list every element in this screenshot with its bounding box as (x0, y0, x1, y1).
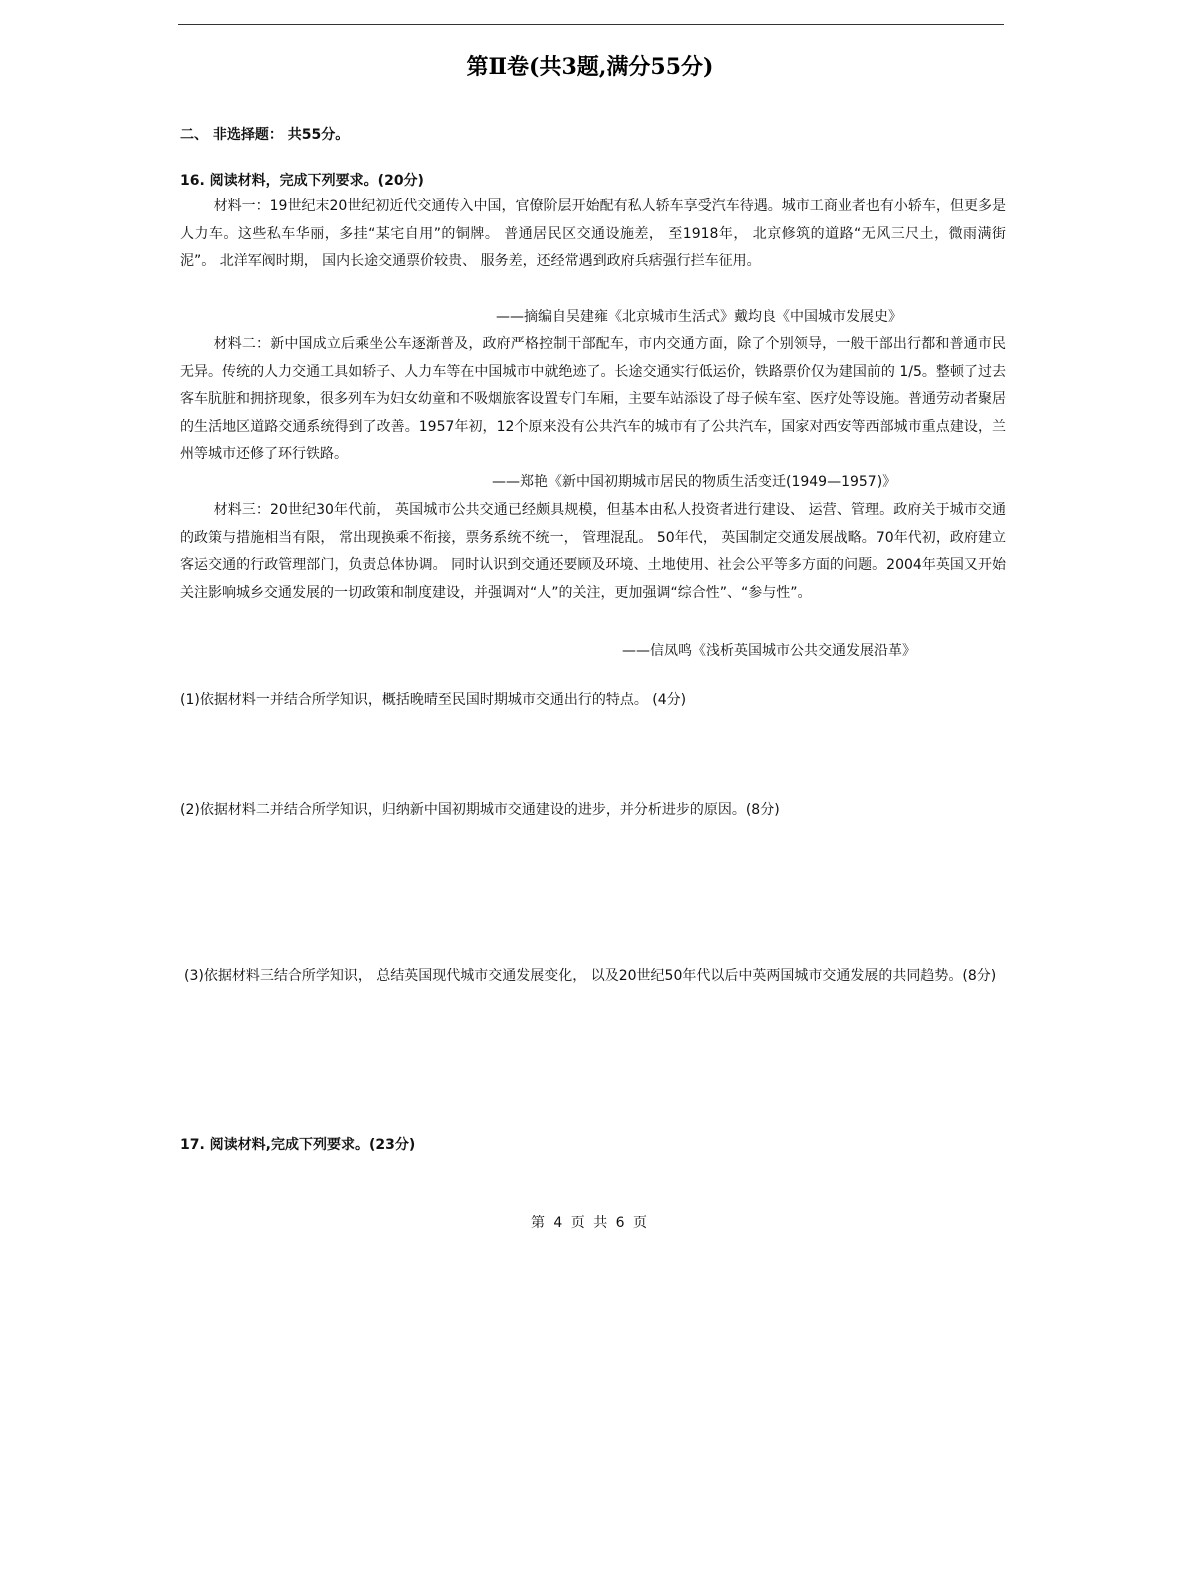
section-heading: 二、 非选择题： 共55分。 (180, 127, 350, 143)
question-16-heading: 16. 阅读材料，完成下列要求。(20分) (180, 173, 424, 189)
sub-question-2: (2)依据材料二并结合所学知识，归纳新中国初期城市交通建设的进步，并分析进步的原因。(8分) (180, 802, 780, 818)
material-1-source: ——摘编自吴建雍《北京城市生活式》戴均良《中国城市发展史》 (496, 309, 902, 325)
material-1-text: 材料一：19世纪末20世纪初近代交通传入中国，官僚阶层开始配有私人轿车享受汽车待遇。城市工商业者也有小轿车，但更多是人力车。这些私车华丽，多挂“某宅自用”的铜牌。 普通居民区交通设施差， 至1918年， 北京修筑的道路“无风三尺土，微雨满街泥”。 北洋军阀时期， 国内长途交通票价较贵、 服务差，还经常遇到政府兵痞强行拦车征用。 (180, 198, 1006, 269)
material-3-text: 材料三：20世纪30年代前， 英国城市公共交通已经颇具规模，但基本由私人投资者进行建设、 运营、管理。政府关于城市交通的政策与措施相当有限， 常出现换乘不衔接，票务系统不统一， 管理混乱。 50年代， 英国制定交通发展战略。70年代初，政府建立客运交通的行政管理部门，负责总体协调。 同时认识到交通还要顾及环境、土地使用、社会公平等多方面的问题。2004年英国又开始关注影响城乡交通发展的一切政策和制度建设，并强调对“人”的关注，更加强调“综合性”、“参与性”。 (180, 502, 1006, 601)
top-rule (178, 24, 1004, 25)
question-17-heading: 17. 阅读材料,完成下列要求。(23分) (180, 1137, 416, 1153)
material-2-source: ——郑艳《新中国初期城市居民的物质生活变迁(1949—1957)》 (492, 474, 897, 490)
material-2-text: 材料二：新中国成立后乘坐公车逐渐普及，政府严格控制干部配车，市内交通方面，除了个别领导，一般干部出行都和普通市民无异。传统的人力交通工具如轿子、人力车等在中国城市中就绝迹了。长途交通实行低运价，铁路票价仅为建国前的 1/5。整顿了过去客车肮脏和拥挤现象，很多列车为妇女幼童和不吸烟旅客设置专门车厢，主要车站添设了母子候车室、医疗处等设施。普通劳动者聚居的生活地区道路交通系统得到了改善。1957年初，12个原来没有公共汽车的城市有了公共汽车，国家对西安等西部城市重点建设，兰州等城市还修了环行铁路。 (180, 336, 1006, 462)
sub-question-1: (1)依据材料一并结合所学知识，概括晚晴至民国时期城市交通出行的特点。 (4分) (180, 692, 687, 708)
volume-title: 第Ⅱ卷(共3题,满分55分) (466, 54, 714, 80)
page-number: 第 4 页 共 6 页 (530, 1215, 650, 1231)
material-3-source: ——信凤鸣《浅析英国城市公共交通发展沿革》 (622, 643, 916, 659)
sub-question-3: (3)依据材料三结合所学知识， 总结英国现代城市交通发展变化， 以及20世纪50年代以后中英两国城市交通发展的共同趋势。(8分) (184, 968, 997, 984)
